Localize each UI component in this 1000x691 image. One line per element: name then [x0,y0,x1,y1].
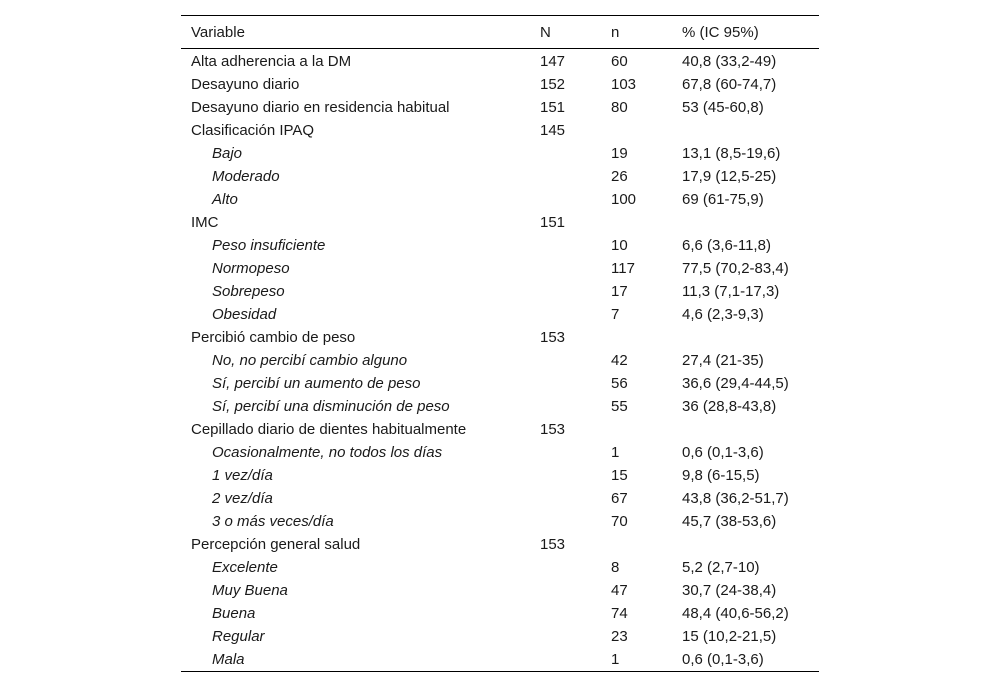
table-row [181,326,819,349]
cell-N: 147 [540,52,566,70]
table-row [181,280,819,303]
cell-n: 117 [611,260,635,277]
cell-n: 23 [611,628,628,645]
table-header [181,16,819,49]
cell-N [540,280,611,303]
cell-variable: Percibió cambio de peso [191,329,356,346]
cell-variable: 3 o más veces/día [212,513,334,530]
cell-variable: Moderado [212,168,280,185]
table-row [181,96,819,119]
cell-variable: Bajo [212,145,243,162]
cell-percent-ci: 4,6 (2,3-9,3) [682,306,764,323]
cell-variable: 1 vez/día [212,467,273,484]
cell-n: 26 [611,168,628,185]
cell-N [540,303,611,326]
cell-n: 100 [611,191,637,208]
cell-variable: No, no percibí cambio alguno [212,352,408,369]
cell-N [540,579,611,602]
header-percent-ci: % (IC 95%) [682,23,759,41]
data-table [181,15,819,672]
cell-variable: Normopeso [212,260,290,277]
cell-n: 56 [611,375,628,392]
cell-N [540,257,611,280]
cell-percent-ci: 45,7 (38-53,6) [682,513,777,530]
cell-n: 80 [611,99,628,116]
cell-N [540,464,611,487]
cell-n: 47 [611,582,628,599]
table-row [181,441,819,464]
cell-n: 17 [611,283,628,300]
cell-percent-ci [682,119,819,142]
cell-N: 153 [540,421,566,438]
table-row [181,579,819,602]
cell-percent-ci: 5,2 (2,7-10) [682,559,760,576]
cell-N: 153 [540,329,566,346]
cell-percent-ci: 40,8 (33,2-49) [682,52,777,70]
cell-N [540,625,611,648]
data-table-container [181,15,819,672]
cell-percent-ci: 13,1 (8,5-19,6) [682,145,781,162]
table-row [181,372,819,395]
cell-variable: Clasificación IPAQ [191,122,315,139]
cell-variable: Percepción general salud [191,536,361,553]
cell-n [611,119,682,142]
cell-n [611,418,682,441]
cell-N [540,188,611,211]
cell-variable: Buena [212,605,256,622]
cell-variable: Mala [212,651,245,668]
table-row [181,73,819,96]
cell-variable: Regular [212,628,265,645]
table-row [181,487,819,510]
cell-percent-ci: 15 (10,2-21,5) [682,628,777,645]
cell-percent-ci: 36,6 (29,4-44,5) [682,375,789,392]
table-row [181,188,819,211]
cell-percent-ci: 69 (61-75,9) [682,191,764,208]
cell-n: 55 [611,398,628,415]
cell-percent-ci: 0,6 (0,1-3,6) [682,444,764,461]
cell-percent-ci: 53 (45-60,8) [682,99,764,116]
cell-percent-ci: 77,5 (70,2-83,4) [682,260,789,277]
cell-variable: Desayuno diario [191,76,300,93]
table-row [181,556,819,579]
cell-variable: Muy Buena [212,582,288,599]
cell-percent-ci: 48,4 (40,6-56,2) [682,605,789,622]
table-body [181,49,819,672]
cell-variable: Sobrepeso [212,283,285,300]
cell-variable: IMC [191,214,219,231]
table-row [181,625,819,648]
table-row [181,234,819,257]
cell-variable: Alto [212,191,238,208]
table-row [181,648,819,672]
header-row [181,16,819,49]
cell-N: 153 [540,536,566,553]
cell-variable: Cepillado diario de dientes habitualmente [191,421,467,438]
cell-percent-ci [682,211,819,234]
table-row [181,464,819,487]
cell-n [611,326,682,349]
cell-n: 8 [611,559,620,576]
cell-variable: Sí, percibí un aumento de peso [212,375,421,392]
cell-N [540,602,611,625]
cell-N: 152 [540,76,566,93]
cell-N: 145 [540,122,566,139]
cell-n: 42 [611,352,628,369]
cell-percent-ci: 30,7 (24-38,4) [682,582,777,599]
cell-N [540,441,611,464]
cell-n [611,533,682,556]
table-row [181,142,819,165]
cell-N [540,142,611,165]
table-row [181,602,819,625]
cell-n [611,211,682,234]
header-variable: Variable [191,23,245,41]
table-row [181,119,819,142]
cell-n: 67 [611,490,628,507]
cell-N [540,556,611,579]
cell-percent-ci: 9,8 (6-15,5) [682,467,760,484]
header-N: N [540,23,551,41]
cell-n: 74 [611,605,628,622]
table-row [181,533,819,556]
table-row [181,257,819,280]
table-row [181,303,819,326]
cell-variable: Ocasionalmente, no todos los días [212,444,443,461]
cell-variable: Obesidad [212,306,277,323]
cell-n: 7 [611,306,620,323]
header-n: n [611,23,620,41]
cell-n: 19 [611,145,628,162]
cell-N [540,487,611,510]
table-row [181,349,819,372]
cell-n: 103 [611,76,637,93]
cell-percent-ci: 6,6 (3,6-11,8) [682,237,771,254]
cell-variable: Excelente [212,559,278,576]
table-row [181,395,819,418]
cell-n: 10 [611,237,628,254]
cell-N: 151 [540,99,566,116]
cell-percent-ci: 17,9 (12,5-25) [682,168,777,185]
table-row [181,211,819,234]
cell-variable: Desayuno diario en residencia habitual [191,99,450,116]
cell-percent-ci: 43,8 (36,2-51,7) [682,490,789,507]
cell-percent-ci: 27,4 (21-35) [682,352,764,369]
table-row [181,510,819,533]
cell-N [540,372,611,395]
cell-N [540,234,611,257]
cell-n: 70 [611,513,628,530]
cell-N [540,510,611,533]
cell-percent-ci [682,326,819,349]
cell-N [540,349,611,372]
cell-variable: Peso insuficiente [212,237,326,254]
cell-percent-ci: 0,6 (0,1-3,6) [682,651,764,668]
cell-percent-ci: 67,8 (60-74,7) [682,76,777,93]
cell-N [540,648,611,672]
cell-n: 1 [611,444,620,461]
cell-N [540,395,611,418]
cell-variable: Alta adherencia a la DM [191,52,352,70]
table-row [181,165,819,188]
table-row [181,418,819,441]
cell-variable: 2 vez/día [212,490,273,507]
cell-N: 151 [540,214,566,231]
cell-n: 1 [611,651,620,668]
cell-percent-ci [682,418,819,441]
table-row [181,49,819,74]
cell-percent-ci: 11,3 (7,1-17,3) [682,283,780,300]
cell-n: 60 [611,52,628,70]
cell-percent-ci [682,533,819,556]
cell-variable: Sí, percibí una disminución de peso [212,398,450,415]
cell-n: 15 [611,467,628,484]
cell-N [540,165,611,188]
cell-percent-ci: 36 (28,8-43,8) [682,398,777,415]
